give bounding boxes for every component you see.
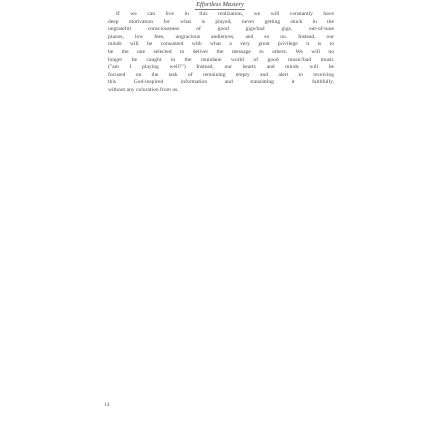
running-title: Effortless Mastery: [196, 1, 244, 8]
text-line: pianos, low fees, ungracious audiences, and so on. Instead, our: [108, 33, 334, 40]
text-line: ungrateful consciousness of good gigs/bad gigs, out-of-tune: [108, 26, 334, 33]
text-line: focused on the task of remaining empty and alert to receiving: [108, 71, 334, 78]
text-line: If we can live in this realization, we will constantly have: [116, 11, 334, 17]
running-header: [60, 0, 380, 9]
text-line: longer be caught in the mundane world of good music/bad music: [108, 56, 334, 63]
text-line: this God-inspired information and translating it faithfully,: [108, 79, 334, 86]
text-line: without any coloration from us.: [108, 86, 179, 93]
text-line: deep motivation for what is played, never getting stuck in the: [108, 18, 334, 25]
text-line: minds will be consumed with what a very great privilege it is to: [108, 41, 334, 48]
page-number: 14: [104, 402, 110, 408]
body-paragraph: [108, 11, 334, 95]
text-line: ("am I playing well?") Instead, our hearts and minds will be: [108, 64, 334, 71]
text-line: be the one selected to deliver the message to others. We will no: [108, 48, 334, 55]
